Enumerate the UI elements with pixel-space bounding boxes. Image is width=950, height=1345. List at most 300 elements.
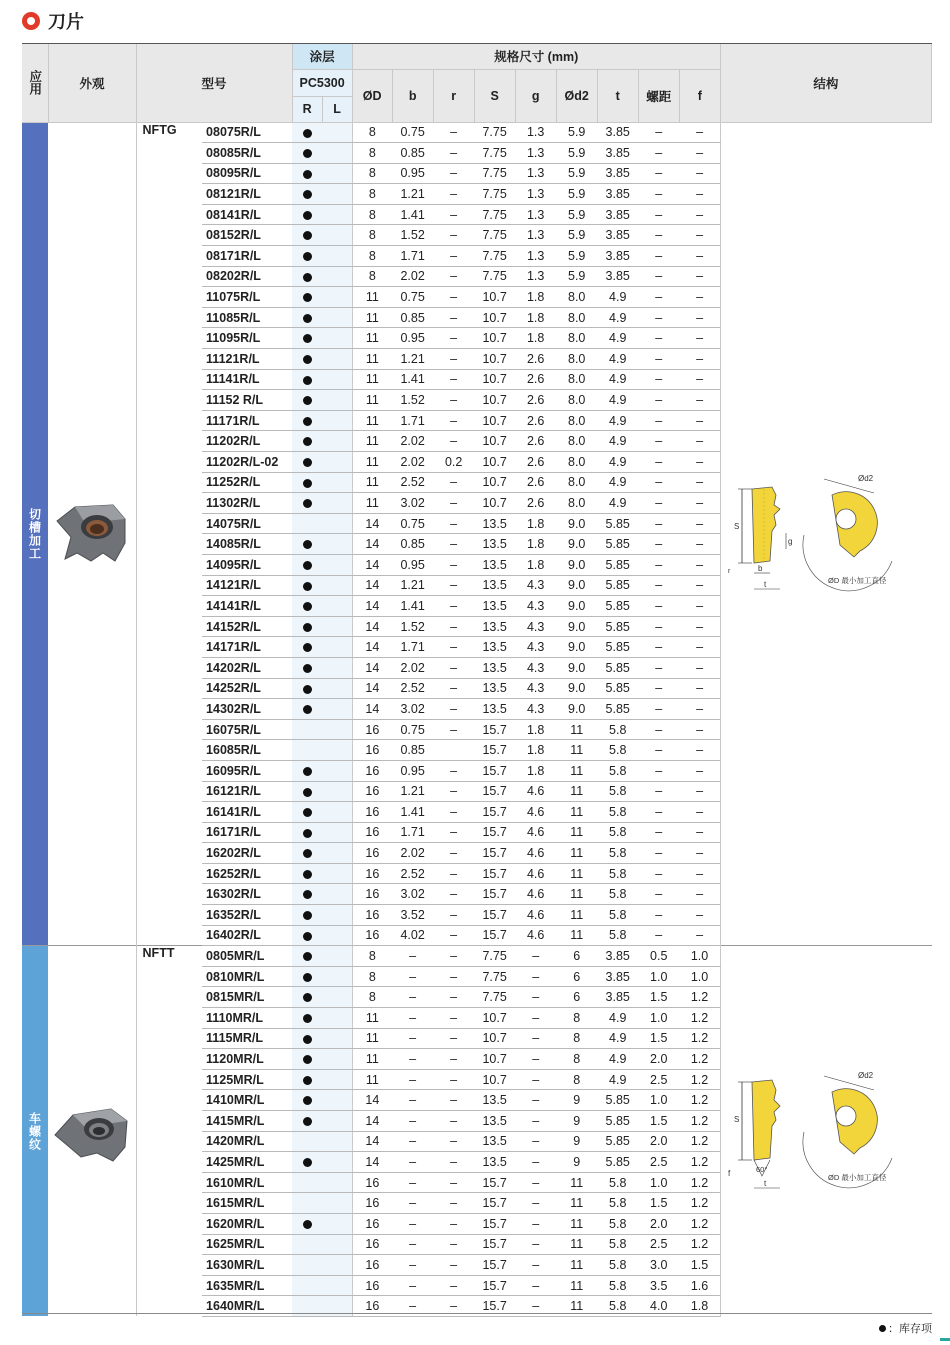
- spec-cell-t: 4.9: [597, 369, 638, 390]
- spec-cell-d: 16: [352, 1255, 392, 1276]
- spec-cell-t: 5.85: [597, 1090, 638, 1111]
- stock-l-cell: [322, 287, 352, 308]
- stock-l-cell: [322, 699, 352, 720]
- spec-cell-f: 1.2: [679, 1008, 720, 1029]
- spec-cell-pitch: –: [638, 740, 679, 761]
- spec-cell-g: 1.3: [515, 246, 556, 267]
- spec-cell-pitch: 1.5: [638, 1193, 679, 1214]
- spec-cell-pitch: –: [638, 307, 679, 328]
- stock-r-cell: [292, 328, 322, 349]
- stock-l-cell: [322, 966, 352, 987]
- dim-d2-label: Ød2: [857, 1071, 873, 1081]
- table-body: [22, 122, 932, 1316]
- stock-r-cell: [292, 822, 322, 843]
- stock-l-cell: [322, 513, 352, 534]
- spec-cell-g: 4.3: [515, 699, 556, 720]
- spec-cell-d: 11: [352, 1008, 392, 1029]
- stock-dot-icon: [303, 829, 312, 838]
- spec-cell-t: 4.9: [597, 1049, 638, 1070]
- spec-cell-b: –: [392, 966, 433, 987]
- spec-cell-d2: 9.0: [556, 616, 597, 637]
- spec-cell-f: –: [679, 637, 720, 658]
- spec-cell-g: 4.3: [515, 637, 556, 658]
- spec-cell-d2: 11: [556, 760, 597, 781]
- dim-b-label: b: [757, 563, 763, 573]
- spec-cell-g: 1.8: [515, 287, 556, 308]
- spec-cell-t: 5.85: [597, 678, 638, 699]
- spec-cell-s: 13.5: [474, 534, 515, 555]
- stock-dot-icon: [303, 582, 312, 591]
- spec-cell-b: 4.02: [392, 925, 433, 946]
- stock-r-cell: [292, 616, 322, 637]
- spec-cell-d2: 6: [556, 987, 597, 1008]
- model-cell: 1610MR/L: [202, 1172, 292, 1193]
- stock-l-cell: [322, 1152, 352, 1173]
- model-cell: 08121R/L: [202, 184, 292, 205]
- spec-cell-d: 11: [352, 1049, 392, 1070]
- spec-cell-d: 8: [352, 987, 392, 1008]
- spec-cell-d2: 11: [556, 925, 597, 946]
- model-cell: 0805MR/L: [202, 946, 292, 967]
- spec-cell-t: 5.8: [597, 863, 638, 884]
- model-cell: 1425MR/L: [202, 1152, 292, 1173]
- application-label: 切槽加工: [22, 122, 48, 946]
- stock-dot-icon: [303, 685, 312, 694]
- spec-cell-pitch: –: [638, 143, 679, 164]
- header-r: R: [292, 96, 322, 122]
- spec-cell-g: 1.3: [515, 225, 556, 246]
- spec-cell-t: 5.8: [597, 843, 638, 864]
- spec-cell-t: 4.9: [597, 452, 638, 473]
- model-cell: 11202R/L: [202, 431, 292, 452]
- min-dia-label: ØD 最小加工直径: [827, 1173, 887, 1183]
- spec-cell-d2: 8.0: [556, 307, 597, 328]
- stock-dot-icon: [303, 664, 312, 673]
- spec-cell-d: 8: [352, 266, 392, 287]
- spec-cell-b: 1.21: [392, 184, 433, 205]
- spec-cell-s: 7.75: [474, 184, 515, 205]
- stock-dot-icon: [303, 952, 312, 961]
- spec-cell-d: 11: [352, 1028, 392, 1049]
- spec-cell-f: –: [679, 781, 720, 802]
- spec-cell-g: –: [515, 1090, 556, 1111]
- spec-cell-g: 4.6: [515, 843, 556, 864]
- spec-cell-f: –: [679, 163, 720, 184]
- spec-cell-d: 8: [352, 225, 392, 246]
- footnote-text: ：库存项: [888, 1322, 932, 1335]
- stock-r-cell: [292, 287, 322, 308]
- spec-cell-g: 4.6: [515, 884, 556, 905]
- spec-cell-t: 3.85: [597, 966, 638, 987]
- spec-cell-g: –: [515, 1131, 556, 1152]
- model-cell: 11302R/L: [202, 493, 292, 514]
- stock-l-cell: [322, 1213, 352, 1234]
- spec-cell-s: 13.5: [474, 1111, 515, 1132]
- spec-cell-rr: –: [433, 287, 474, 308]
- spec-cell-f: –: [679, 863, 720, 884]
- spec-cell-d: 16: [352, 1275, 392, 1296]
- spec-cell-rr: –: [433, 616, 474, 637]
- dim-d2-label: Ød2: [857, 473, 873, 483]
- header-col-pitch: 螺距: [638, 69, 679, 122]
- stock-l-cell: [322, 946, 352, 967]
- spec-cell-t: 4.9: [597, 1028, 638, 1049]
- spec-cell-f: –: [679, 452, 720, 473]
- spec-cell-rr: –: [433, 1152, 474, 1173]
- spec-cell-g: 1.8: [515, 328, 556, 349]
- spec-cell-d2: 11: [556, 822, 597, 843]
- spec-cell-d: 8: [352, 204, 392, 225]
- spec-cell-s: 7.75: [474, 225, 515, 246]
- spec-cell-pitch: –: [638, 575, 679, 596]
- spec-cell-s: 10.7: [474, 1008, 515, 1029]
- header-col-f: f: [679, 69, 720, 122]
- stock-r-cell: [292, 1213, 322, 1234]
- spec-cell-pitch: –: [638, 328, 679, 349]
- model-cell: 08202R/L: [202, 266, 292, 287]
- spec-cell-t: 5.85: [597, 616, 638, 637]
- dim-r-label: r: [727, 567, 731, 575]
- spec-cell-d: 11: [352, 390, 392, 411]
- spec-cell-d: 11: [352, 472, 392, 493]
- spec-cell-b: –: [392, 1296, 433, 1317]
- stock-r-cell: [292, 1131, 322, 1152]
- spec-cell-f: –: [679, 266, 720, 287]
- spec-cell-rr: –: [433, 925, 474, 946]
- model-cell: 16202R/L: [202, 843, 292, 864]
- grooving-insert-photo-icon: [51, 497, 133, 567]
- spec-cell-rr: –: [433, 863, 474, 884]
- min-dia-label: ØD 最小加工直径: [827, 575, 887, 585]
- spec-cell-g: 4.3: [515, 596, 556, 617]
- spec-cell-d: 16: [352, 740, 392, 761]
- model-cell: 1415MR/L: [202, 1111, 292, 1132]
- spec-cell-b: 1.21: [392, 349, 433, 370]
- spec-cell-b: 2.02: [392, 657, 433, 678]
- spec-cell-rr: –: [433, 966, 474, 987]
- spec-cell-f: –: [679, 740, 720, 761]
- spec-cell-d: 16: [352, 925, 392, 946]
- spec-cell-d: 14: [352, 554, 392, 575]
- stock-dot-icon: [303, 479, 312, 488]
- spec-cell-t: 5.85: [597, 657, 638, 678]
- spec-cell-b: 1.21: [392, 575, 433, 596]
- spec-cell-f: –: [679, 410, 720, 431]
- spec-cell-g: –: [515, 1275, 556, 1296]
- spec-cell-f: –: [679, 884, 720, 905]
- spec-cell-s: 7.75: [474, 204, 515, 225]
- spec-cell-s: 10.7: [474, 328, 515, 349]
- spec-cell-b: 0.85: [392, 143, 433, 164]
- spec-cell-t: 4.9: [597, 431, 638, 452]
- spec-cell-f: –: [679, 554, 720, 575]
- spec-cell-b: 2.02: [392, 266, 433, 287]
- spec-cell-pitch: –: [638, 472, 679, 493]
- spec-cell-d2: 9.0: [556, 554, 597, 575]
- model-cell: 08075R/L: [202, 122, 292, 143]
- spec-cell-g: 4.6: [515, 905, 556, 926]
- spec-cell-f: 1.0: [679, 946, 720, 967]
- spec-cell-t: 5.8: [597, 802, 638, 823]
- spec-cell-g: 1.8: [515, 719, 556, 740]
- spec-cell-rr: –: [433, 431, 474, 452]
- spec-cell-d2: 9.0: [556, 678, 597, 699]
- stock-l-cell: [322, 1172, 352, 1193]
- stock-r-cell: [292, 1008, 322, 1029]
- stock-l-cell: [322, 143, 352, 164]
- spec-cell-d: 16: [352, 1234, 392, 1255]
- spec-cell-f: 1.8: [679, 1296, 720, 1317]
- stock-r-cell: [292, 678, 322, 699]
- stock-r-cell: [292, 740, 322, 761]
- spec-cell-s: 13.5: [474, 699, 515, 720]
- stock-dot-icon: [303, 1055, 312, 1064]
- spec-cell-s: 7.75: [474, 122, 515, 143]
- spec-cell-s: 15.7: [474, 925, 515, 946]
- spec-cell-s: 10.7: [474, 287, 515, 308]
- spec-cell-b: 1.41: [392, 369, 433, 390]
- spec-cell-s: 7.75: [474, 966, 515, 987]
- spec-cell-f: –: [679, 184, 720, 205]
- stock-l-cell: [322, 1008, 352, 1029]
- spec-cell-s: 13.5: [474, 657, 515, 678]
- spec-cell-s: 7.75: [474, 946, 515, 967]
- spec-cell-g: 1.8: [515, 513, 556, 534]
- spec-cell-rr: –: [433, 266, 474, 287]
- table-row: [22, 122, 932, 143]
- spec-cell-rr: –: [433, 1090, 474, 1111]
- stock-dot-icon: [303, 993, 312, 1002]
- spec-cell-pitch: 1.0: [638, 1008, 679, 1029]
- spec-cell-f: 1.2: [679, 1069, 720, 1090]
- spec-cell-pitch: –: [638, 678, 679, 699]
- model-cell: 16121R/L: [202, 781, 292, 802]
- spec-cell-t: 5.8: [597, 925, 638, 946]
- model-cell: 08085R/L: [202, 143, 292, 164]
- spec-cell-d2: 8.0: [556, 452, 597, 473]
- spec-cell-b: 1.71: [392, 822, 433, 843]
- stock-dot-icon: [303, 417, 312, 426]
- spec-cell-t: 3.85: [597, 266, 638, 287]
- spec-cell-d2: 5.9: [556, 225, 597, 246]
- spec-cell-s: 10.7: [474, 307, 515, 328]
- header-spec: 规格尺寸 (mm): [352, 44, 720, 69]
- stock-l-cell: [322, 307, 352, 328]
- spec-cell-f: –: [679, 493, 720, 514]
- spec-cell-s: 7.75: [474, 163, 515, 184]
- stock-l-cell: [322, 863, 352, 884]
- stock-r-cell: [292, 1275, 322, 1296]
- spec-cell-rr: 0.2: [433, 452, 474, 473]
- spec-cell-f: –: [679, 657, 720, 678]
- spec-cell-s: 13.5: [474, 678, 515, 699]
- spec-cell-b: –: [392, 1028, 433, 1049]
- spec-cell-f: 1.0: [679, 966, 720, 987]
- stock-dot-icon: [303, 932, 312, 941]
- spec-cell-d: 11: [352, 349, 392, 370]
- spec-cell-d2: 5.9: [556, 163, 597, 184]
- stock-r-cell: [292, 204, 322, 225]
- stock-dot-icon: [303, 561, 312, 570]
- spec-cell-f: –: [679, 246, 720, 267]
- spec-cell-f: –: [679, 575, 720, 596]
- spec-cell-t: 5.85: [597, 575, 638, 596]
- model-cell: 11171R/L: [202, 410, 292, 431]
- spec-cell-d2: 6: [556, 946, 597, 967]
- spec-cell-d: 8: [352, 163, 392, 184]
- bottom-rule: [22, 1313, 932, 1314]
- spec-cell-pitch: 3.5: [638, 1275, 679, 1296]
- model-cell: 11252R/L: [202, 472, 292, 493]
- spec-cell-f: –: [679, 925, 720, 946]
- stock-r-cell: [292, 184, 322, 205]
- stock-dot-icon: [303, 396, 312, 405]
- spec-cell-d2: 5.9: [556, 122, 597, 143]
- stock-dot-icon: [303, 767, 312, 776]
- dim-s-label: S: [733, 521, 740, 531]
- spec-cell-pitch: –: [638, 596, 679, 617]
- spec-cell-b: 2.02: [392, 431, 433, 452]
- spec-cell-rr: –: [433, 1028, 474, 1049]
- spec-cell-pitch: 1.0: [638, 1090, 679, 1111]
- header-col-s: S: [474, 69, 515, 122]
- spec-cell-t: 5.8: [597, 1213, 638, 1234]
- spec-cell-b: –: [392, 1275, 433, 1296]
- spec-cell-rr: –: [433, 349, 474, 370]
- spec-cell-rr: –: [433, 699, 474, 720]
- spec-cell-f: –: [679, 719, 720, 740]
- stock-dot-icon: [303, 643, 312, 652]
- spec-cell-s: 7.75: [474, 246, 515, 267]
- spec-cell-rr: –: [433, 554, 474, 575]
- spec-cell-t: 5.8: [597, 884, 638, 905]
- spec-cell-d: 14: [352, 534, 392, 555]
- insert-photo: [48, 122, 136, 946]
- dim-g-label: g: [787, 536, 793, 546]
- spec-cell-d2: 11: [556, 905, 597, 926]
- spec-cell-b: 1.52: [392, 225, 433, 246]
- spec-cell-s: 10.7: [474, 410, 515, 431]
- spec-cell-rr: –: [433, 1111, 474, 1132]
- stock-r-cell: [292, 349, 322, 370]
- spec-cell-rr: –: [433, 657, 474, 678]
- spec-cell-rr: –: [433, 328, 474, 349]
- stock-dot-icon: [303, 437, 312, 446]
- spec-cell-d2: 8.0: [556, 410, 597, 431]
- spec-cell-d: 8: [352, 143, 392, 164]
- spec-cell-t: 4.9: [597, 493, 638, 514]
- spec-cell-pitch: 0.5: [638, 946, 679, 967]
- spec-cell-s: 15.7: [474, 822, 515, 843]
- spec-cell-f: –: [679, 431, 720, 452]
- spec-cell-rr: –: [433, 307, 474, 328]
- spec-cell-pitch: –: [638, 410, 679, 431]
- spec-cell-s: 15.7: [474, 802, 515, 823]
- spec-cell-rr: –: [433, 637, 474, 658]
- spec-cell-rr: –: [433, 493, 474, 514]
- spec-cell-rr: –: [433, 163, 474, 184]
- spec-cell-t: 4.9: [597, 1008, 638, 1029]
- spec-cell-d: 16: [352, 1193, 392, 1214]
- spec-cell-s: 15.7: [474, 1255, 515, 1276]
- spec-cell-d: 8: [352, 966, 392, 987]
- spec-cell-pitch: –: [638, 554, 679, 575]
- model-cell: 1420MR/L: [202, 1131, 292, 1152]
- threading-structure-diagram: [724, 1062, 929, 1197]
- spec-cell-rr: –: [433, 410, 474, 431]
- spec-cell-b: –: [392, 1234, 433, 1255]
- spec-cell-g: –: [515, 1172, 556, 1193]
- stock-l-cell: [322, 390, 352, 411]
- spec-cell-g: –: [515, 946, 556, 967]
- spec-cell-pitch: –: [638, 616, 679, 637]
- spec-cell-d: 8: [352, 122, 392, 143]
- spec-cell-pitch: –: [638, 513, 679, 534]
- stock-l-cell: [322, 802, 352, 823]
- stock-r-cell: [292, 390, 322, 411]
- spec-cell-pitch: –: [638, 822, 679, 843]
- spec-cell-f: –: [679, 534, 720, 555]
- model-cell: 11121R/L: [202, 349, 292, 370]
- stock-dot-icon: [303, 1014, 312, 1023]
- spec-cell-rr: –: [433, 719, 474, 740]
- spec-cell-d2: 5.9: [556, 184, 597, 205]
- spec-cell-d: 14: [352, 1152, 392, 1173]
- spec-cell-pitch: –: [638, 699, 679, 720]
- stock-l-cell: [322, 1275, 352, 1296]
- model-cell: 16171R/L: [202, 822, 292, 843]
- page-title: 刀片: [48, 12, 84, 33]
- stock-l-cell: [322, 843, 352, 864]
- spec-cell-t: 5.85: [597, 1131, 638, 1152]
- spec-cell-g: 1.3: [515, 266, 556, 287]
- spec-cell-g: 1.8: [515, 760, 556, 781]
- spec-cell-g: 1.8: [515, 554, 556, 575]
- spec-cell-d2: 9: [556, 1152, 597, 1173]
- spec-cell-d: 11: [352, 1069, 392, 1090]
- spec-cell-t: 3.85: [597, 987, 638, 1008]
- spec-cell-pitch: 2.5: [638, 1152, 679, 1173]
- stock-r-cell: [292, 781, 322, 802]
- spec-cell-s: 15.7: [474, 1296, 515, 1317]
- spec-cell-rr: –: [433, 802, 474, 823]
- stock-l-cell: [322, 1234, 352, 1255]
- stock-l-cell: [322, 204, 352, 225]
- spec-cell-f: 1.2: [679, 1213, 720, 1234]
- stock-r-cell: [292, 1193, 322, 1214]
- stock-dot-icon: [303, 1096, 312, 1105]
- spec-cell-f: –: [679, 225, 720, 246]
- spec-cell-s: 15.7: [474, 760, 515, 781]
- spec-cell-d: 16: [352, 1296, 392, 1317]
- spec-cell-f: –: [679, 307, 720, 328]
- spec-cell-f: –: [679, 369, 720, 390]
- model-cell: 16252R/L: [202, 863, 292, 884]
- spec-cell-d: 14: [352, 657, 392, 678]
- spec-cell-pitch: –: [638, 287, 679, 308]
- stock-l-cell: [322, 657, 352, 678]
- spec-cell-s: 15.7: [474, 863, 515, 884]
- spec-cell-b: –: [392, 1090, 433, 1111]
- stock-l-cell: [322, 410, 352, 431]
- spec-cell-t: 3.85: [597, 225, 638, 246]
- footnote: [879, 1320, 932, 1336]
- stock-dot-icon: [303, 911, 312, 920]
- stock-dot-icon: [303, 499, 312, 508]
- spec-cell-b: 2.52: [392, 472, 433, 493]
- stock-l-cell: [322, 760, 352, 781]
- model-cell: 14075R/L: [202, 513, 292, 534]
